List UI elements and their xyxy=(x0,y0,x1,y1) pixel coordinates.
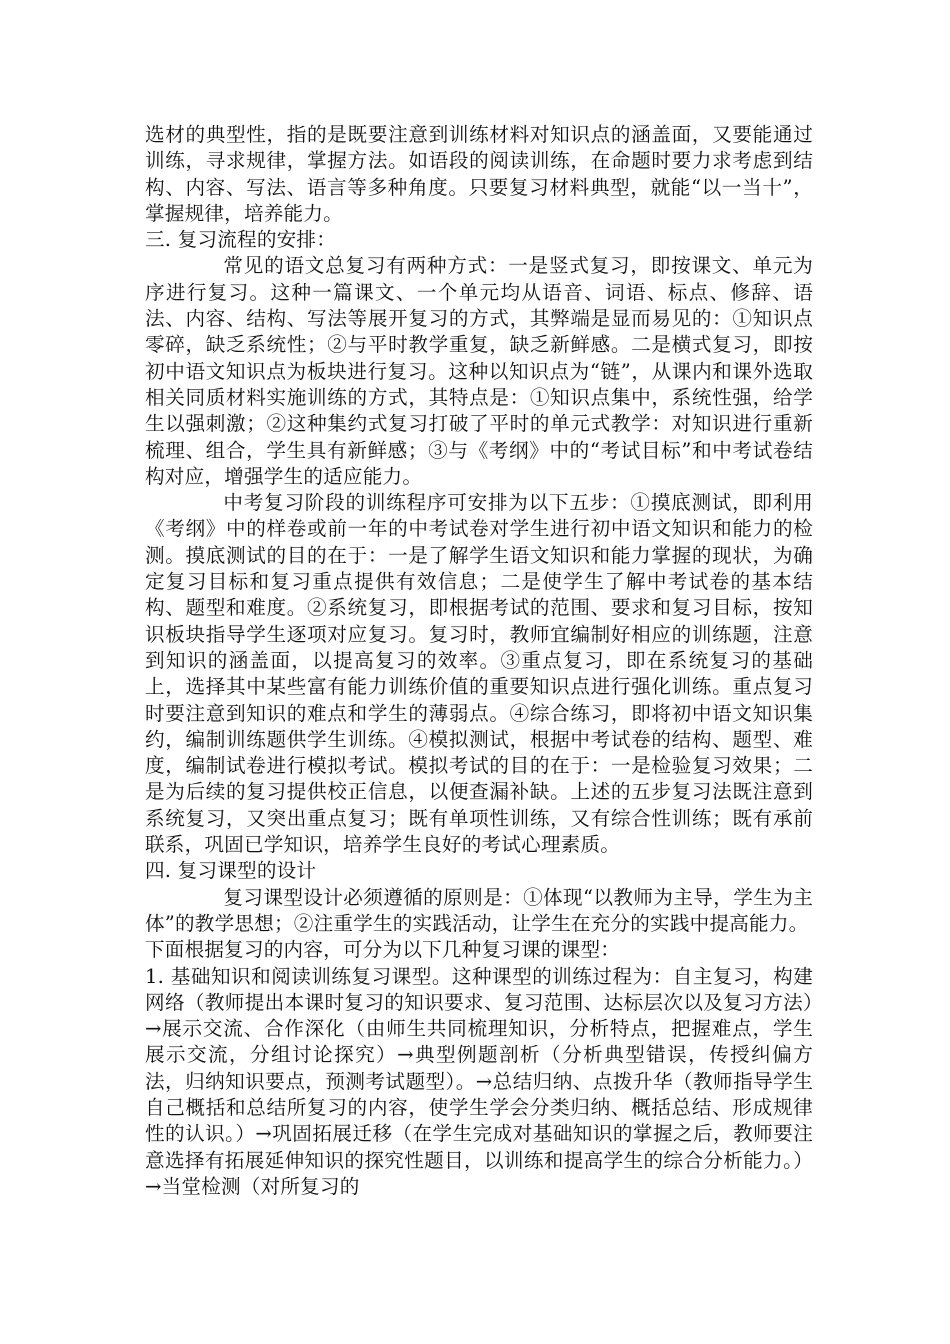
paragraph-five-steps: 中考复习阶段的训练程序可安排为以下五步：①摸底测试，即利用《考纲》中的样卷或前一年的中考试卷对学生进行初中语文知识和能力的检测。摸底测试的目的在于：一是了解学生语文知识和能力掌握的现状，为确定复习目标和复习重点提供有效信息；二是使学生了解中考试卷的基本结构、题型和难度。②系统复习，即根据考试的范围、要求和复习目标，按知识板块指导学生逐项对应复习。复习时，教师宜编制好相应的训练题，注意到知识的涵盖面，以提高复习的效率。③重点复习，即在系统复习的基础上，选择其中某些富有能力训练价值的重要知识点进行强化训练。重点复习时要注意到知识的难点和学生的薄弱点。④综合练习，即将初中语文知识集约，编制训练题供学生训练。④模拟测试，根据中考试卷的结构、题型、难度，编制试卷进行模拟考试。模拟考试的目的在于：一是检验复习效果；二是为后续的复习提供校正信息，以便查漏补缺。上述的五步复习法既注意到系统复习，又突出重点复习；既有单项性训练，又有综合性训练；既有承前联系，巩固已学知识，培养学生良好的考试心理素质。 xyxy=(145,491,813,857)
paragraph-review-methods: 常见的语文总复习有两种方式：一是竖式复习，即按课文、单元为序进行复习。这种一篇课文、一个单元均从语音、词语、标点、修辞、语法、内容、结构、写法等展开复习的方式，其弊端是显而易见的：①知识点零碎，缺乏系统性；②与平时教学重复，缺乏新鲜感。二是横式复习，即按初中语文知识点为板块进行复习。这种以知识点为“链”，从课内和课外选取相关同质材料实施训练的方式，其特点是：①知识点集中，系统性强，给学生以强刺激；②这种集约式复习打破了平时的单元式教学：对知识进行重新梳理、组合，学生具有新鲜感；③与《考纲》中的“考试目标”和中考试卷结构对应，增强学生的适应能力。 xyxy=(145,254,813,488)
paragraph-typicality: 选材的典型性，指的是既要注意到训练材料对知识点的涵盖面，又要能通过训练，寻求规律，掌握方法。如语段的阅读训练，在命题时要力求考虑到结构、内容、写法、语言等多种角度。只要复习材料典型，就能“以一当十”，掌握规律，培养能力。 xyxy=(145,123,813,225)
heading-lesson-design: 四. 复习课型的设计 xyxy=(145,859,317,883)
paragraph-design-principles: 复习课型设计必须遵循的原则是：①体现“以教师为主导，学生为主体”的教学思想；②注重学生的实践活动，让学生在充分的实践中提高能力。 xyxy=(145,885,813,935)
heading-review-process: 三. 复习流程的安排： xyxy=(145,228,337,252)
document-page xyxy=(145,122,813,1200)
paragraph-lesson-types-intro: 下面根据复习的内容，可分为以下几种复习课的课型： xyxy=(145,938,621,962)
paragraph-basic-knowledge-lesson: 1. 基础知识和阅读训练复习课型。这种课型的训练过程为：自主复习，构建网络（教师提出本课时复习的知识要求、复习范围、达标层次以及复习方法）→展示交流、合作深化（由师生共同梳理知识，分析特点，把握难点，学生展示交流，分组讨论探究）→典型例题剖析（分析典型错误，传授纠偏方法，归纳知识要点，预测考试题型）。→总结归纳、点拨升华（教师指导学生自己概括和总结所复习的内容，使学生学会分类归纳、概括总结、形成规律性的认识。）→巩固拓展迁移（在学生完成对基础知识的掌握之后，教师要注意选择有拓展延伸知识的探究性题目，以训练和提高学生的综合分析能力。）→当堂检测（对所复习的 xyxy=(145,964,813,1198)
